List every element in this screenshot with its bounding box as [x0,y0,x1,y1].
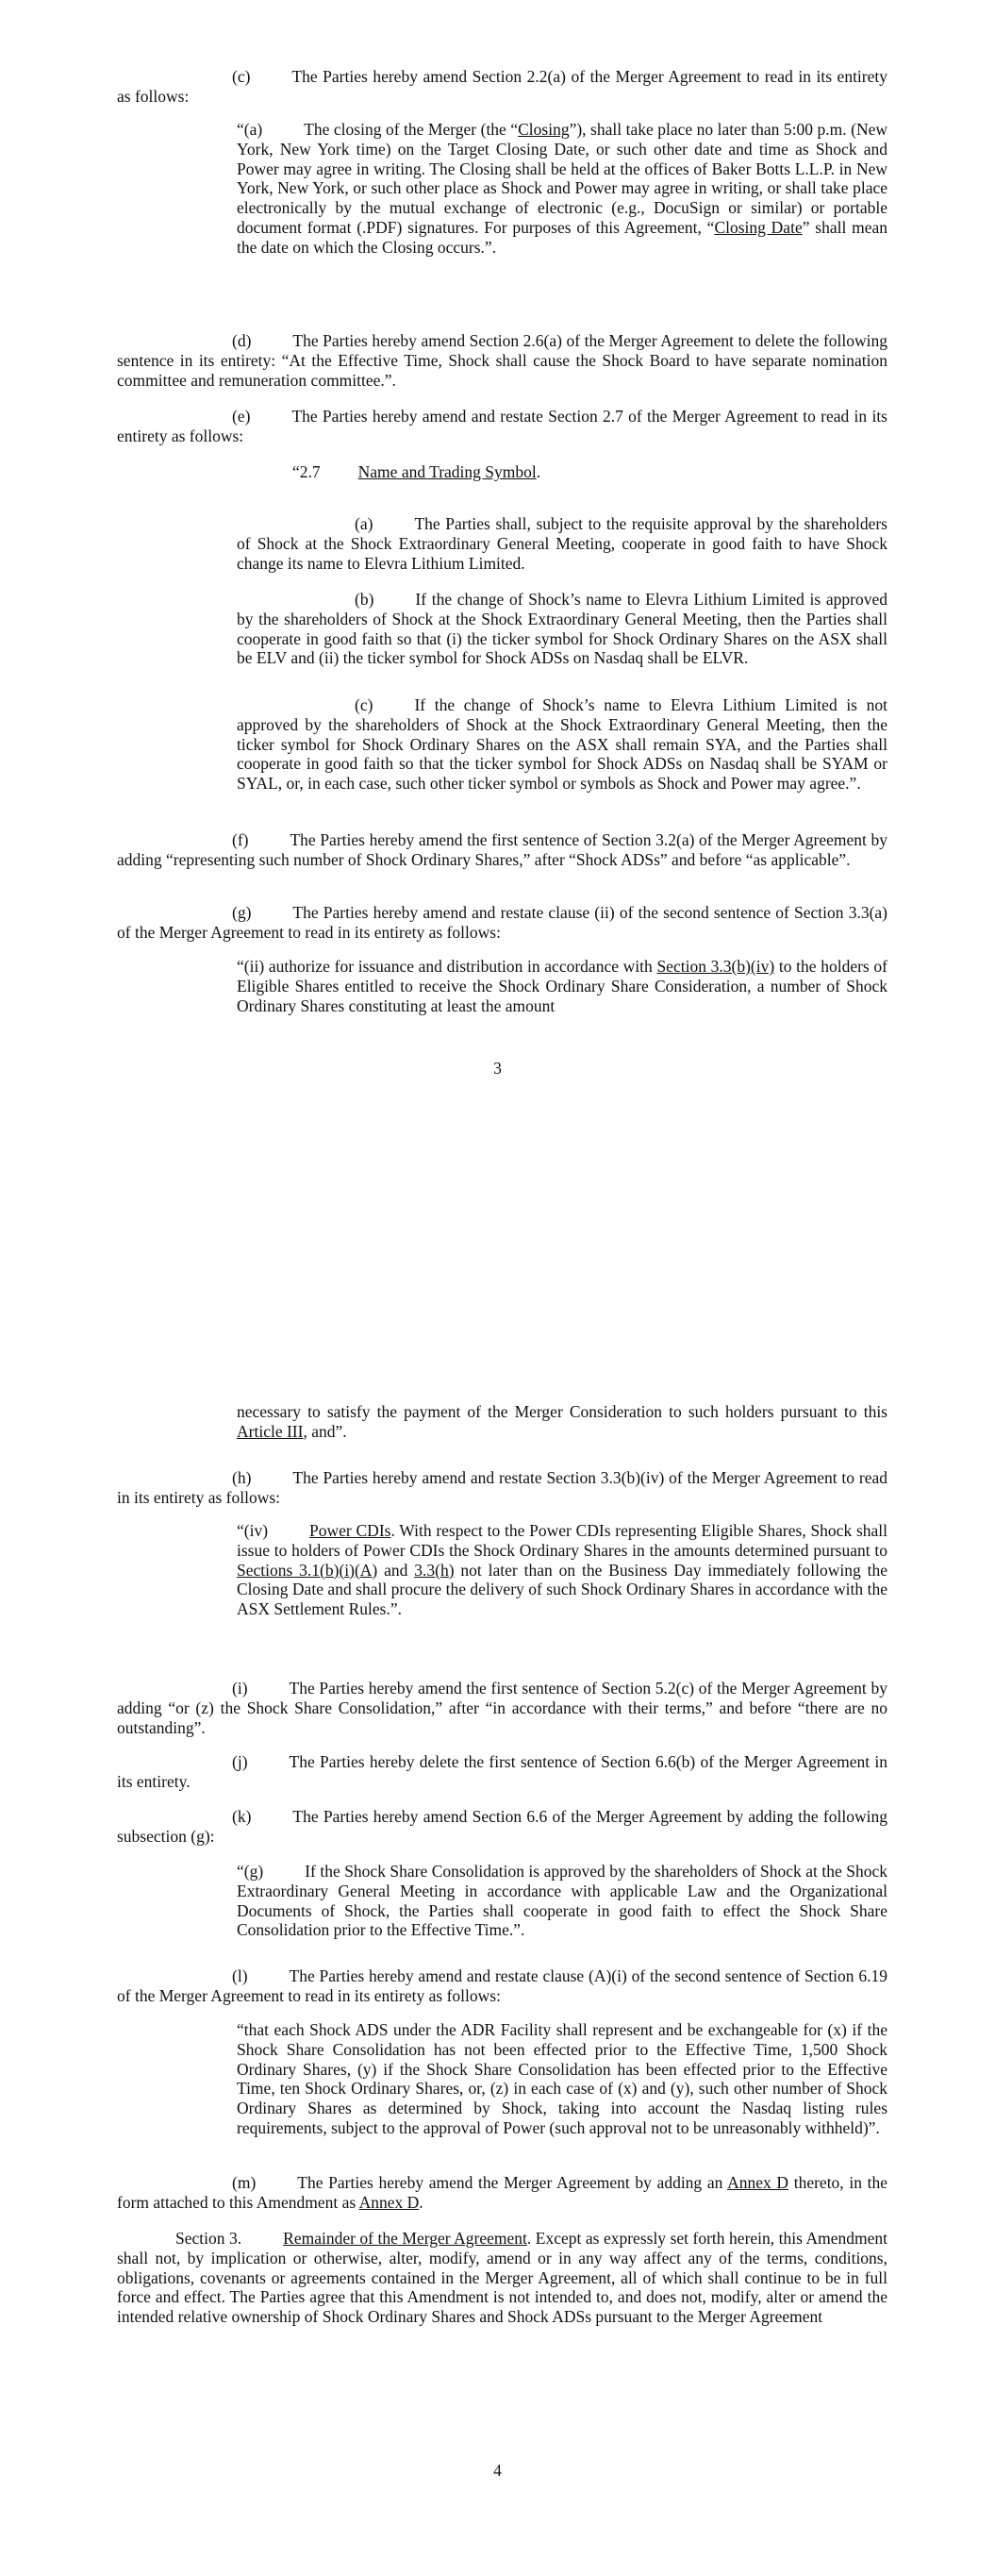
defined-term-closing-date: Closing Date [714,217,803,237]
reference-section-3-3-b-iv: Section 3.3(b)(iv) [656,957,775,976]
paragraph-c: (c) The Parties hereby amend Section 2.2(a) of the Merger Agreement to read in its entirety as follows: [117,67,887,106]
quote-clause-ii: “(ii) authorize for issuance and distribution in accordance with Section 3.3(b)(iv) to the holders of Eligible Shares entitled to receive the Shock Ordinary Share Consideration, a number of Shock Ordinary Shares constituting at least the amount [237,957,888,1015]
defined-term-closing: Closing [518,120,570,139]
paragraph-l: (l) The Parties hereby amend and restate clause (A)(i) of the second sentence of Section 6.19 of the Merger Agreement to read in its entirety as follows: [117,1966,887,2005]
paragraph-k: (k) The Parties hereby amend Section 6.6 of the Merger Agreement by adding the following subsection (g): [117,1807,887,1846]
reference-annex-d: Annex D [727,2173,789,2192]
paragraph-d: (d) The Parties hereby amend Section 2.6(a) of the Merger Agreement to delete the following sentence in its entirety: “At the Effective Time, Shock shall cause the Shock Board to have separate nomination committee and remuneration committee.”. [117,331,887,390]
quote-subsection-g: “(g) If the Shock Share Consolidation is approved by the shareholders of Shock at the Shock Extraordinary General Meeting in accordance with applicable Law and the Organizational Documents of Shock, the Parties shall cooperate in good faith to effect the Shock Share Consolidation prior to the Effective Time.”. [237,1862,887,1940]
section-2-7-b: (b) If the change of Shock’s name to Elevra Lithium Limited is approved by the shareholders of Shock at the Shock Extraordinary General Meeting, then the Parties shall cooperate in good faith so that (i) the ticker symbol for Shock Ordinary Shares on the ASX shall be ELV and (ii) the ticker symbol for Shock ADSs on Nasdaq shall be ELVR. [237,590,887,668]
section-2-7-title: Name and Trading Symbol [357,462,537,481]
section-3-title: Remainder of the Merger Agreement [283,2229,527,2248]
paragraph-e: (e) The Parties hereby amend and restate Section 2.7 of the Merger Agreement to read in its entirety as follows: [117,407,887,445]
reference-sections-3-1: Sections 3.1(b)(i)(A) [237,1560,378,1580]
section-2-7-heading: “2.7 Name and Trading Symbol. [292,462,541,481]
document-page-4 [0,1288,995,2576]
section-3: Section 3. Remainder of the Merger Agreement. Except as expressly set forth herein, this Amendment shall not, by implication or otherwise, alter, modify, amend or in any way affect any of the terms, conditions, obligations, covenants or agreements contained in the Merger Agreement, all of which shall continue to be in full force and effect. The Parties agree that this Amendment is not intended to, and does not, modify, alter or amend the intended relative ownership of Shock Ordinary Shares and Shock ADSs pursuant to the Merger Agreement [117,2229,887,2327]
paragraph-i: (i) The Parties hereby amend the first sentence of Section 5.2(c) of the Merger Agreement by adding “or (z) the Shock Share Consolidation,” after “in accordance with their terms,” and before “there are no outstanding”. [117,1679,887,1737]
quote-power-cdis: “(iv) Power CDIs. With respect to the Power CDIs representing Eligible Shares, Shock shall issue to holders of Power CDIs the Shock Ordinary Shares in the amounts determined pursuant to Sections 3.1(b)(i)(A) and 3.3(h) not later than on the Business Day immediately following the Closing Date and shall procure the delivery of such Shock Ordinary Shares in accordance with the ASX Settlement Rules.”. [237,1521,887,1619]
power-cdis-title: Power CDIs [309,1521,391,1540]
section-2-7-c: (c) If the change of Shock’s name to Elevra Lithium Limited is not approved by the shareholders of Shock at the Shock Extraordinary General Meeting, then the ticker symbol for Shock Ordinary Shares on the ASX shall remain SYA, and the Parties shall cooperate in good faith so that the ticker symbol for Shock ADSs on Nasdaq shall be SYAM or SYAL, or, in each case, such other ticker symbol or symbols as Shock and Power may agree.”. [237,695,887,794]
quote-2-2-a: “(a) The closing of the Merger (the “Closing”), shall take place no later than 5:00 p.m. (New York, New York time) on the Target Closing Date, or such other date and time as Shock and Power may agree in writing. The Closing shall be held at the offices of Baker Botts L.L.P. in New York, New York, or such other place as Shock and Power may agree in writing, or shall take place electronically by the mutual exchange of electronic (e.g., DocuSign or similar) or portable document format (.PDF) signatures. For purposes of this Agreement, “Closing Date” shall mean the date on which the Closing occurs.”. [237,120,887,257]
page-number: 3 [493,1059,502,1078]
reference-3-3-h: 3.3(h) [414,1560,455,1580]
quote-clause-ii-continued: necessary to satisfy the payment of the Merger Consideration to such holders pursuant to this Article III, and”. [237,1402,887,1441]
paragraph-m: (m) The Parties hereby amend the Merger Agreement by adding an Annex D thereto, in the form attached to this Amendment as Annex D. [117,2173,888,2212]
reference-article-iii: Article III [237,1421,304,1441]
paragraph-j: (j) The Parties hereby delete the first sentence of Section 6.6(b) of the Merger Agreement in its entirety. [117,1752,887,1791]
reference-annex-d-attached: Annex D [358,2192,420,2212]
page-number: 4 [493,2461,502,2480]
paragraph-f: (f) The Parties hereby amend the first sentence of Section 3.2(a) of the Merger Agreement by adding “representing such number of Shock Ordinary Shares,” after “Shock ADSs” and before “as applicable”. [117,830,887,869]
section-2-7-a: (a) The Parties shall, subject to the requisite approval by the shareholders of Shock at the Shock Extraordinary General Meeting, cooperate in good faith to have Shock change its name to Elevra Lithium Limited. [237,514,887,573]
paragraph-h: (h) The Parties hereby amend and restate Section 3.3(b)(iv) of the Merger Agreement to read in its entirety as follows: [117,1468,887,1507]
paragraph-g: (g) The Parties hereby amend and restate clause (ii) of the second sentence of Section 3.3(a) of the Merger Agreement to read in its entirety as follows: [117,903,887,942]
quote-clause-a-i: “that each Shock ADS under the ADR Facility shall represent and be exchangeable for (x) if the Shock Share Consolidation has not been effected prior to the Effective Time, 1,500 Shock Ordinary Shares, (y) if the Shock Share Consolidation has been effected prior to the Effective Time, ten Shock Ordinary Shares, or, (z) in each case of (x) and (y), such other number of Shock Ordinary Shares as determined by Shock, taking into account the Nasdaq listing rules requirements, subject to the approval of Power (such approval not to be unreasonably withheld)”. [237,2020,887,2137]
